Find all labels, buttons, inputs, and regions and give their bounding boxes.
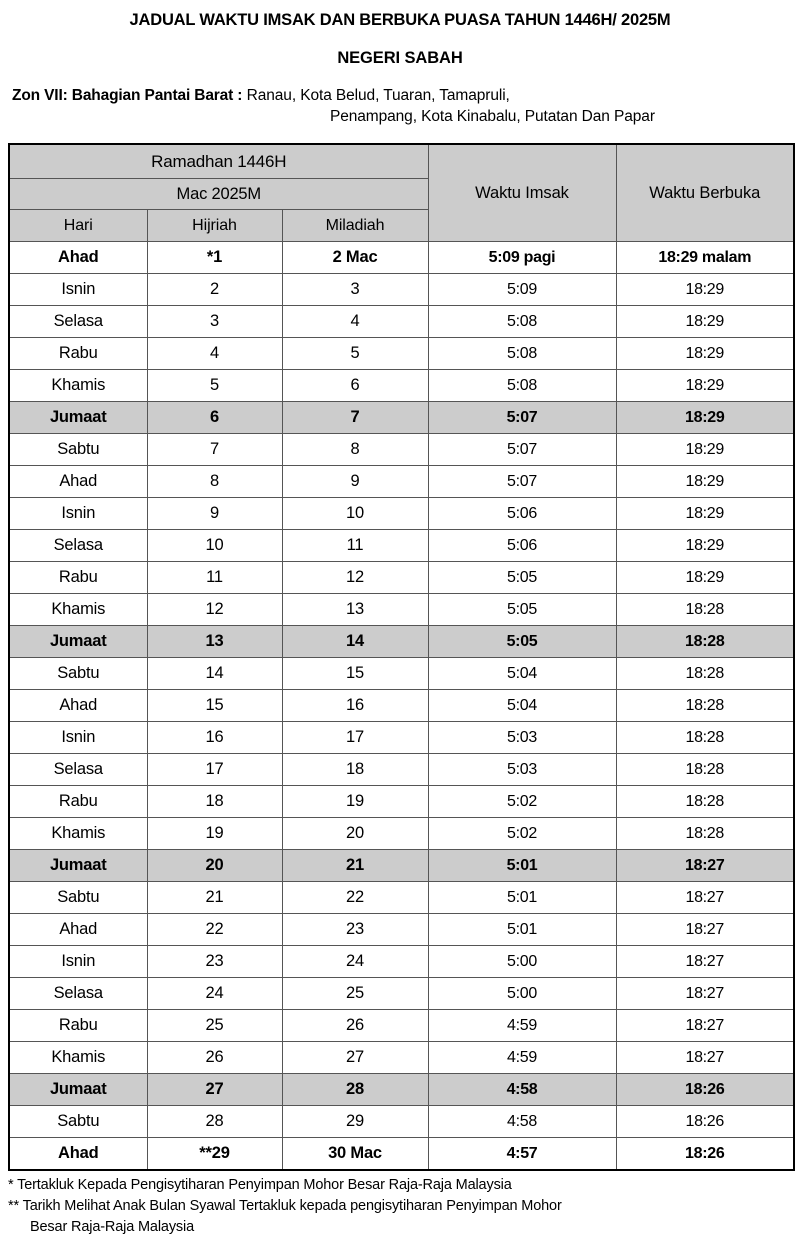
- cell-hijriah: 3: [147, 306, 282, 338]
- cell-hari: Isnin: [9, 498, 147, 530]
- cell-waktu-imsak: 4:59: [428, 1042, 616, 1074]
- cell-miladiah: 9: [282, 466, 428, 498]
- cell-waktu-berbuka: 18:27: [616, 1010, 794, 1042]
- cell-waktu-imsak: 5:08: [428, 338, 616, 370]
- cell-hari: Ahad: [9, 242, 147, 274]
- cell-hari: Khamis: [9, 370, 147, 402]
- table-row: [9, 434, 794, 466]
- cell-waktu-berbuka: 18:26: [616, 1074, 794, 1106]
- cell-hari: Rabu: [9, 338, 147, 370]
- table-row: [9, 882, 794, 914]
- cell-hari: Khamis: [9, 594, 147, 626]
- cell-waktu-imsak: 5:04: [428, 658, 616, 690]
- cell-hijriah: 21: [147, 882, 282, 914]
- cell-waktu-berbuka: 18:29: [616, 530, 794, 562]
- cell-hijriah: 7: [147, 434, 282, 466]
- footnote-double-asterisk: ** Tarikh Melihat Anak Bulan Syawal Tertakluk kepada pengisytiharan Penyimpan Mohor: [8, 1198, 562, 1215]
- cell-waktu-berbuka: 18:29: [616, 370, 794, 402]
- table-row: [9, 978, 794, 1010]
- cell-hari: Khamis: [9, 1042, 147, 1074]
- cell-hijriah: 20: [147, 850, 282, 882]
- cell-hari: Sabtu: [9, 882, 147, 914]
- cell-waktu-imsak: 5:07: [428, 466, 616, 498]
- cell-hijriah: 13: [147, 626, 282, 658]
- cell-waktu-imsak: 5:08: [428, 370, 616, 402]
- footnotes-block: [8, 1175, 800, 1238]
- table-row: [9, 562, 794, 594]
- cell-miladiah: 29: [282, 1106, 428, 1138]
- table-row: [9, 466, 794, 498]
- cell-miladiah: 22: [282, 882, 428, 914]
- header-waktu-imsak: Waktu Imsak: [428, 144, 616, 242]
- table-row: [9, 274, 794, 306]
- cell-waktu-imsak: 5:00: [428, 978, 616, 1010]
- cell-waktu-imsak: 4:58: [428, 1074, 616, 1106]
- table-head: [9, 144, 794, 242]
- header-hijri-month: Ramadhan 1446H: [9, 144, 428, 179]
- table-row: [9, 690, 794, 722]
- cell-miladiah: 4: [282, 306, 428, 338]
- header-row-hijri-month: [9, 144, 794, 179]
- cell-waktu-imsak: 5:01: [428, 850, 616, 882]
- cell-waktu-berbuka: 18:29 malam: [616, 242, 794, 274]
- cell-waktu-imsak: 5:08: [428, 306, 616, 338]
- cell-miladiah: 15: [282, 658, 428, 690]
- cell-hari: Ahad: [9, 914, 147, 946]
- table-row: [9, 1010, 794, 1042]
- footnote-single-asterisk: * Tertakluk Kepada Pengisytiharan Penyimpan Mohor Besar Raja-Raja Malaysia: [8, 1177, 512, 1194]
- table-row: [9, 754, 794, 786]
- cell-waktu-imsak: 5:05: [428, 626, 616, 658]
- zone-line-primary: [12, 85, 792, 106]
- zone-description: [0, 85, 800, 128]
- cell-waktu-imsak: 5:07: [428, 434, 616, 466]
- cell-hari: Jumaat: [9, 402, 147, 434]
- cell-waktu-imsak: 5:02: [428, 818, 616, 850]
- cell-hari: Jumaat: [9, 850, 147, 882]
- table-row: [9, 914, 794, 946]
- cell-miladiah: 24: [282, 946, 428, 978]
- cell-miladiah: 7: [282, 402, 428, 434]
- cell-miladiah: 14: [282, 626, 428, 658]
- cell-miladiah: 5: [282, 338, 428, 370]
- cell-hijriah: 12: [147, 594, 282, 626]
- cell-waktu-berbuka: 18:28: [616, 754, 794, 786]
- cell-miladiah: 25: [282, 978, 428, 1010]
- cell-miladiah: 19: [282, 786, 428, 818]
- table-row: [9, 338, 794, 370]
- cell-waktu-imsak: 5:04: [428, 690, 616, 722]
- page-subtitle-state: NEGERI SABAH: [337, 48, 463, 67]
- cell-hijriah: 25: [147, 1010, 282, 1042]
- cell-waktu-imsak: 5:01: [428, 882, 616, 914]
- cell-hari: Selasa: [9, 530, 147, 562]
- cell-miladiah: 28: [282, 1074, 428, 1106]
- cell-hijriah: 23: [147, 946, 282, 978]
- cell-hijriah: 15: [147, 690, 282, 722]
- table-row: [9, 850, 794, 882]
- cell-waktu-imsak: 4:58: [428, 1106, 616, 1138]
- cell-hari: Sabtu: [9, 434, 147, 466]
- zone-label: Zon VII: Bahagian Pantai Barat :: [12, 86, 243, 104]
- cell-hijriah: 6: [147, 402, 282, 434]
- cell-miladiah: 11: [282, 530, 428, 562]
- header-hijriah: Hijriah: [147, 210, 282, 242]
- cell-hari: Rabu: [9, 1010, 147, 1042]
- cell-waktu-berbuka: 18:29: [616, 306, 794, 338]
- page-title: JADUAL WAKTU IMSAK DAN BERBUKA PUASA TAHUN 1446H/ 2025M: [129, 11, 671, 29]
- cell-waktu-berbuka: 18:29: [616, 338, 794, 370]
- cell-waktu-berbuka: 18:27: [616, 978, 794, 1010]
- cell-hijriah: 24: [147, 978, 282, 1010]
- cell-waktu-imsak: 5:09 pagi: [428, 242, 616, 274]
- table-row: [9, 530, 794, 562]
- schedule-table: [8, 143, 795, 1171]
- cell-waktu-berbuka: 18:29: [616, 466, 794, 498]
- cell-hari: Jumaat: [9, 626, 147, 658]
- cell-miladiah: 17: [282, 722, 428, 754]
- cell-miladiah: 3: [282, 274, 428, 306]
- footnote-double-asterisk-continued: Besar Raja-Raja Malaysia: [30, 1219, 195, 1236]
- cell-waktu-imsak: 5:05: [428, 594, 616, 626]
- cell-waktu-imsak: 5:01: [428, 914, 616, 946]
- cell-waktu-berbuka: 18:28: [616, 722, 794, 754]
- schedule-table-wrapper: [8, 143, 793, 1171]
- cell-hari: Sabtu: [9, 1106, 147, 1138]
- cell-waktu-berbuka: 18:27: [616, 914, 794, 946]
- cell-hijriah: 5: [147, 370, 282, 402]
- cell-waktu-berbuka: 18:29: [616, 562, 794, 594]
- cell-hari: Selasa: [9, 306, 147, 338]
- cell-waktu-berbuka: 18:29: [616, 274, 794, 306]
- cell-hijriah: 4: [147, 338, 282, 370]
- cell-hijriah: 2: [147, 274, 282, 306]
- cell-waktu-berbuka: 18:28: [616, 786, 794, 818]
- cell-hijriah: 17: [147, 754, 282, 786]
- cell-hari: Selasa: [9, 978, 147, 1010]
- cell-hari: Isnin: [9, 946, 147, 978]
- table-row: [9, 818, 794, 850]
- table-row: [9, 786, 794, 818]
- cell-miladiah: 26: [282, 1010, 428, 1042]
- cell-miladiah: 16: [282, 690, 428, 722]
- table-row: [9, 242, 794, 274]
- cell-miladiah: 2 Mac: [282, 242, 428, 274]
- cell-miladiah: 30 Mac: [282, 1138, 428, 1171]
- table-row: [9, 498, 794, 530]
- cell-waktu-imsak: 5:00: [428, 946, 616, 978]
- header-waktu-berbuka: Waktu Berbuka: [616, 144, 794, 242]
- cell-waktu-berbuka: 18:26: [616, 1106, 794, 1138]
- cell-hijriah: 10: [147, 530, 282, 562]
- cell-hijriah: *1: [147, 242, 282, 274]
- cell-hijriah: 19: [147, 818, 282, 850]
- cell-waktu-berbuka: 18:28: [616, 594, 794, 626]
- cell-waktu-imsak: 4:59: [428, 1010, 616, 1042]
- cell-hijriah: 14: [147, 658, 282, 690]
- cell-hijriah: 8: [147, 466, 282, 498]
- table-row: [9, 402, 794, 434]
- cell-waktu-berbuka: 18:28: [616, 626, 794, 658]
- table-row: [9, 1042, 794, 1074]
- cell-miladiah: 8: [282, 434, 428, 466]
- cell-waktu-berbuka: 18:27: [616, 882, 794, 914]
- table-row: [9, 594, 794, 626]
- zone-places-line1: Ranau, Kota Belud, Tuaran, Tamapruli,: [246, 86, 510, 104]
- cell-miladiah: 20: [282, 818, 428, 850]
- cell-hijriah: 11: [147, 562, 282, 594]
- zone-places-line2: Penampang, Kota Kinabalu, Putatan Dan Papar: [330, 108, 655, 125]
- cell-waktu-imsak: 5:03: [428, 722, 616, 754]
- cell-waktu-berbuka: 18:28: [616, 658, 794, 690]
- cell-waktu-berbuka: 18:28: [616, 690, 794, 722]
- cell-miladiah: 12: [282, 562, 428, 594]
- cell-waktu-berbuka: 18:29: [616, 498, 794, 530]
- cell-miladiah: 23: [282, 914, 428, 946]
- header-hari: Hari: [9, 210, 147, 242]
- cell-hari: Ahad: [9, 466, 147, 498]
- table-body: [9, 242, 794, 1171]
- cell-hijriah: 22: [147, 914, 282, 946]
- cell-waktu-berbuka: 18:29: [616, 434, 794, 466]
- cell-hari: Ahad: [9, 1138, 147, 1171]
- cell-waktu-berbuka: 18:28: [616, 818, 794, 850]
- table-row: [9, 370, 794, 402]
- cell-hari: Ahad: [9, 690, 147, 722]
- cell-hari: Rabu: [9, 786, 147, 818]
- cell-hijriah: **29: [147, 1138, 282, 1171]
- header-miladiah: Miladiah: [282, 210, 428, 242]
- title-block: [0, 0, 800, 68]
- cell-waktu-berbuka: 18:27: [616, 850, 794, 882]
- cell-miladiah: 21: [282, 850, 428, 882]
- cell-waktu-berbuka: 18:26: [616, 1138, 794, 1171]
- cell-miladiah: 18: [282, 754, 428, 786]
- table-row: [9, 722, 794, 754]
- cell-hijriah: 26: [147, 1042, 282, 1074]
- cell-waktu-imsak: 5:07: [428, 402, 616, 434]
- cell-hijriah: 9: [147, 498, 282, 530]
- cell-waktu-imsak: 5:03: [428, 754, 616, 786]
- cell-hijriah: 27: [147, 1074, 282, 1106]
- cell-waktu-imsak: 5:06: [428, 530, 616, 562]
- cell-waktu-imsak: 4:57: [428, 1138, 616, 1171]
- cell-hari: Sabtu: [9, 658, 147, 690]
- cell-waktu-imsak: 5:05: [428, 562, 616, 594]
- table-row: [9, 1074, 794, 1106]
- cell-waktu-berbuka: 18:29: [616, 402, 794, 434]
- cell-hijriah: 16: [147, 722, 282, 754]
- cell-hijriah: 18: [147, 786, 282, 818]
- cell-waktu-imsak: 5:02: [428, 786, 616, 818]
- cell-waktu-imsak: 5:06: [428, 498, 616, 530]
- cell-hari: Selasa: [9, 754, 147, 786]
- cell-miladiah: 13: [282, 594, 428, 626]
- cell-hari: Khamis: [9, 818, 147, 850]
- cell-hari: Isnin: [9, 722, 147, 754]
- table-row: [9, 946, 794, 978]
- table-row: [9, 306, 794, 338]
- cell-miladiah: 10: [282, 498, 428, 530]
- table-row: [9, 626, 794, 658]
- cell-miladiah: 27: [282, 1042, 428, 1074]
- cell-hari: Rabu: [9, 562, 147, 594]
- cell-waktu-imsak: 5:09: [428, 274, 616, 306]
- cell-hari: Jumaat: [9, 1074, 147, 1106]
- cell-waktu-berbuka: 18:27: [616, 946, 794, 978]
- header-gregorian-month: Mac 2025M: [9, 179, 428, 210]
- cell-hari: Isnin: [9, 274, 147, 306]
- table-row: [9, 658, 794, 690]
- table-row: [9, 1138, 794, 1171]
- table-row: [9, 1106, 794, 1138]
- cell-hijriah: 28: [147, 1106, 282, 1138]
- cell-miladiah: 6: [282, 370, 428, 402]
- cell-waktu-berbuka: 18:27: [616, 1042, 794, 1074]
